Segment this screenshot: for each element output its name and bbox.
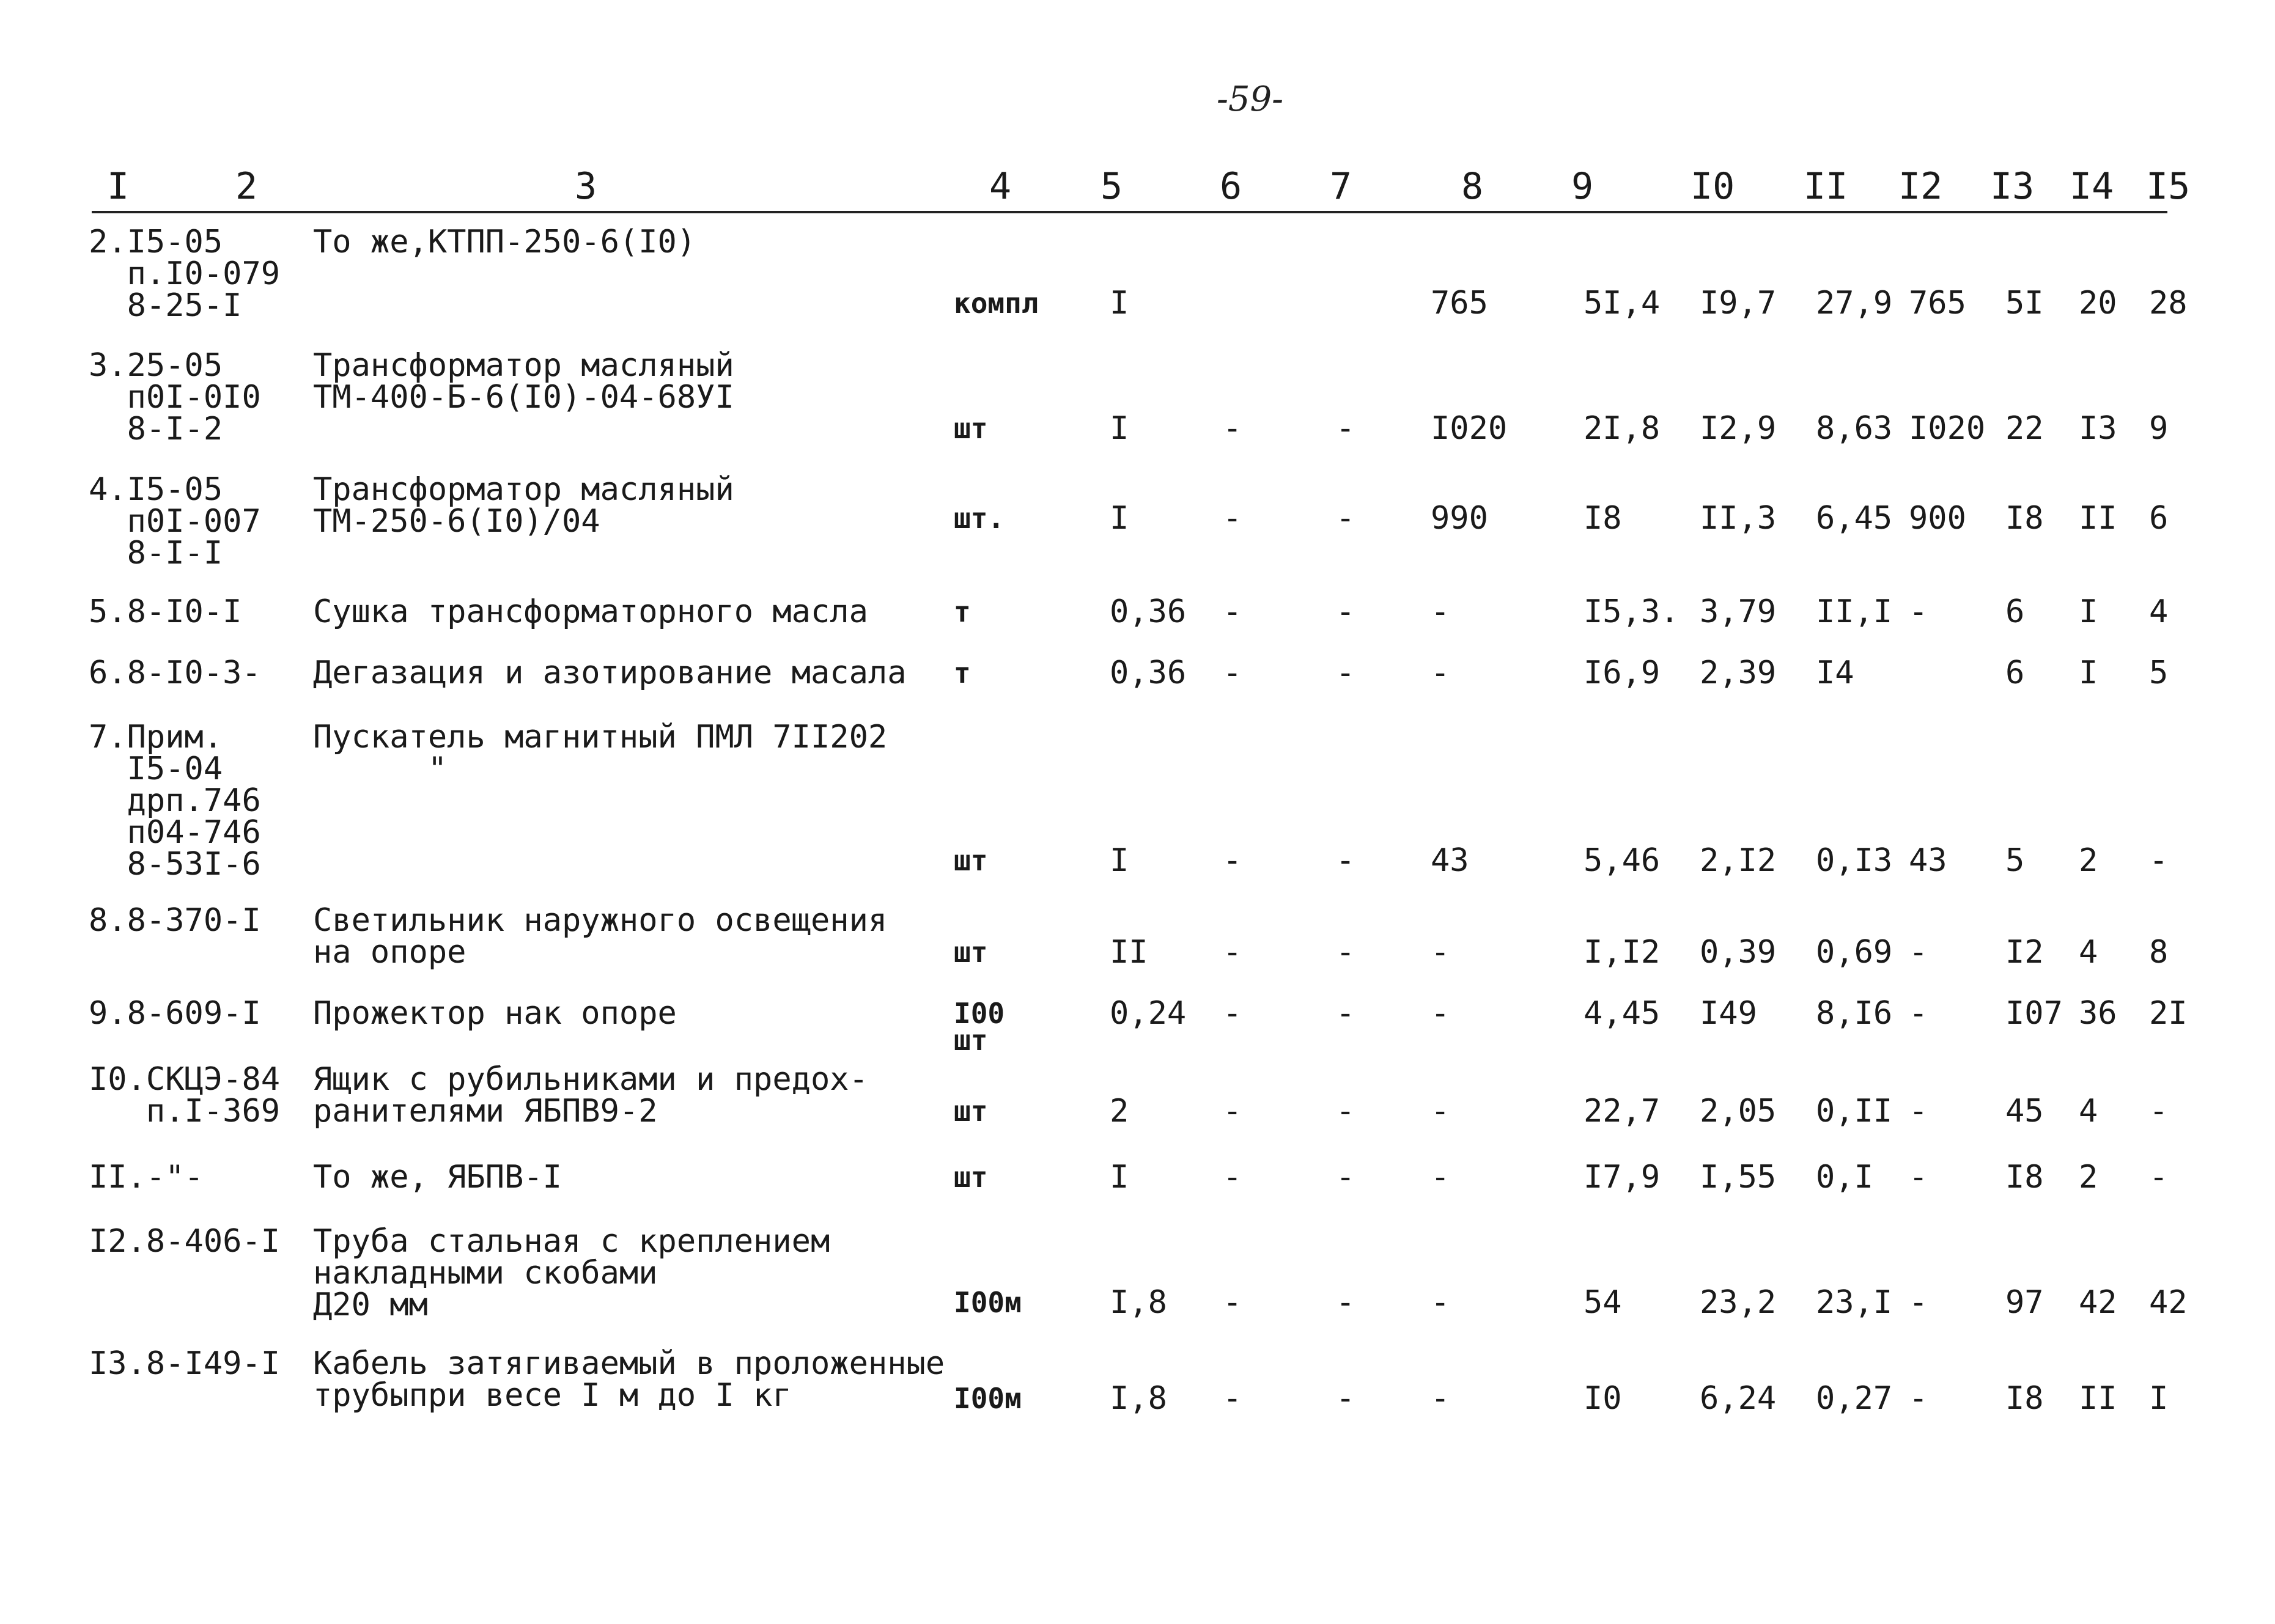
row-description: Дегазация и азотирование масала — [313, 655, 907, 691]
row-unit: шт — [954, 1095, 988, 1128]
row-value-c14: I — [2079, 655, 2098, 691]
row-value-c10: 3,79 — [1700, 593, 1777, 630]
row-value-c9: I8 — [1584, 500, 1622, 537]
row-value-c7: - — [1336, 934, 1355, 971]
row-description: Труба стальная с креплением — [313, 1223, 830, 1260]
row-value-c6: - — [1223, 593, 1242, 630]
row-value-c8: - — [1431, 934, 1450, 971]
row-value-c15: 28 — [2149, 285, 2188, 321]
row-value-c8: - — [1431, 655, 1450, 691]
row-value-c10: I9,7 — [1700, 285, 1777, 321]
row-value-c8: 43 — [1431, 842, 1469, 879]
row-description: " — [313, 751, 448, 787]
row-value-c7: - — [1336, 995, 1355, 1032]
row-value-c6: - — [1223, 934, 1242, 971]
row-value-c5: I — [1110, 1159, 1129, 1196]
row-unit: шт — [954, 844, 988, 877]
row-value-c11: 8,I6 — [1816, 995, 1893, 1032]
row-code: 3.25-05 — [89, 347, 223, 384]
row-code: 8-53I-6 — [89, 846, 261, 883]
row-value-c5: I — [1110, 500, 1129, 537]
row-value-c5: 0,24 — [1110, 995, 1187, 1032]
row-value-c9: 4,45 — [1584, 995, 1661, 1032]
row-unit: I00 — [954, 997, 1005, 1030]
row-value-c14: 36 — [2079, 995, 2117, 1032]
row-value-c10: I,55 — [1700, 1159, 1777, 1196]
row-description: Прожектор нак опоре — [313, 995, 677, 1032]
row-value-c8: - — [1431, 1284, 1450, 1321]
row-value-c15: 8 — [2149, 934, 2169, 971]
row-value-c11: II,I — [1816, 593, 1893, 630]
row-code: 8.8-370-I — [89, 902, 261, 939]
row-value-c12: 900 — [1909, 500, 1966, 537]
row-value-c7: - — [1336, 842, 1355, 879]
row-value-c12: 43 — [1909, 842, 1947, 879]
row-value-c14: I — [2079, 593, 2098, 630]
row-value-c6: - — [1223, 1284, 1242, 1321]
row-value-c7: - — [1336, 655, 1355, 691]
row-value-c12: - — [1909, 1380, 1928, 1417]
row-value-c6: - — [1223, 410, 1242, 447]
row-value-c10: 0,39 — [1700, 934, 1777, 971]
row-value-c12: - — [1909, 1093, 1928, 1130]
row-description: То же,КТПП-250-6(I0) — [313, 224, 696, 260]
row-value-c15: 5 — [2149, 655, 2169, 691]
column-header-2: 2 — [235, 165, 258, 208]
row-description: Д20 мм — [313, 1287, 428, 1323]
row-value-c15: - — [2149, 1093, 2169, 1130]
row-value-c14: 4 — [2079, 1093, 2098, 1130]
row-value-c9: I0 — [1584, 1380, 1622, 1417]
row-value-c14: I3 — [2079, 410, 2117, 447]
header-rule — [92, 211, 2167, 213]
column-header-1: I — [107, 165, 130, 208]
row-code: 8-I-2 — [89, 411, 223, 447]
row-value-c11: 0,I3 — [1816, 842, 1893, 879]
row-value-c5: 0,36 — [1110, 593, 1187, 630]
row-value-c7: - — [1336, 1093, 1355, 1130]
row-description: Трансформатор масляный — [313, 471, 734, 508]
row-value-c11: 8,63 — [1816, 410, 1893, 447]
row-value-c11: 0,69 — [1816, 934, 1893, 971]
row-value-c7: - — [1336, 410, 1355, 447]
row-code: I3.8-I49-I — [89, 1345, 281, 1382]
row-value-c6: - — [1223, 655, 1242, 691]
row-code: п.I-369 — [89, 1093, 281, 1130]
row-value-c12: - — [1909, 1159, 1928, 1196]
row-value-c8: - — [1431, 1159, 1450, 1196]
page-number: -59- — [1217, 79, 1284, 119]
column-header-14: I4 — [2070, 165, 2114, 208]
row-value-c8: I020 — [1431, 410, 1508, 447]
row-value-c13: 22 — [2005, 410, 2044, 447]
row-value-c13: I07 — [2005, 995, 2063, 1032]
row-description: ранителями ЯБПВ9-2 — [313, 1093, 658, 1130]
row-unit: шт — [954, 1024, 988, 1057]
row-unit: шт — [954, 936, 988, 969]
row-code: 4.I5-05 — [89, 471, 223, 508]
row-value-c15: 6 — [2149, 500, 2169, 537]
row-unit: I00м — [954, 1382, 1022, 1415]
row-unit: т — [954, 656, 971, 689]
row-value-c8: - — [1431, 593, 1450, 630]
column-header-15: I5 — [2146, 165, 2191, 208]
row-value-c12: - — [1909, 1284, 1928, 1321]
row-value-c15: 42 — [2149, 1284, 2188, 1321]
row-value-c13: 6 — [2005, 593, 2025, 630]
row-value-c12: - — [1909, 995, 1928, 1032]
row-value-c7: - — [1336, 1284, 1355, 1321]
row-value-c5: I,8 — [1110, 1380, 1167, 1417]
row-code: II.-"- — [89, 1159, 204, 1196]
row-value-c13: 45 — [2005, 1093, 2044, 1130]
row-value-c6: - — [1223, 842, 1242, 879]
row-value-c9: 54 — [1584, 1284, 1622, 1321]
row-unit: I00м — [954, 1286, 1022, 1319]
row-value-c8: 765 — [1431, 285, 1488, 321]
row-value-c5: II — [1110, 934, 1148, 971]
row-value-c11: 6,45 — [1816, 500, 1893, 537]
row-value-c13: 6 — [2005, 655, 2025, 691]
row-description: трубыпри весе I м до I кг — [313, 1377, 792, 1414]
row-value-c9: 5I,4 — [1584, 285, 1661, 321]
column-header-10: I0 — [1691, 165, 1735, 208]
row-value-c13: 5 — [2005, 842, 2025, 879]
row-value-c11: 27,9 — [1816, 285, 1893, 321]
row-value-c10: 2,I2 — [1700, 842, 1777, 879]
row-value-c11: 0,27 — [1816, 1380, 1893, 1417]
row-value-c9: 2I,8 — [1584, 410, 1661, 447]
row-value-c10: I2,9 — [1700, 410, 1777, 447]
row-description: Кабель затягиваемый в проложенные — [313, 1345, 945, 1382]
row-description: ТМ-400-Б-6(I0)-04-68УI — [313, 379, 734, 416]
row-value-c11: 0,II — [1816, 1093, 1893, 1130]
row-unit: т — [954, 595, 971, 628]
row-value-c9: 5,46 — [1584, 842, 1661, 879]
row-description: ТМ-250-6(I0)/04 — [313, 503, 600, 540]
row-value-c13: 97 — [2005, 1284, 2044, 1321]
row-value-c10: 23,2 — [1700, 1284, 1777, 1321]
row-value-c9: I,I2 — [1584, 934, 1661, 971]
row-value-c10: 6,24 — [1700, 1380, 1777, 1417]
row-description: Ящик с рубильниками и предох- — [313, 1061, 868, 1098]
row-description: Сушка трансформаторного масла — [313, 593, 868, 630]
row-code: п.I0-079 — [89, 255, 281, 292]
row-value-c12: I020 — [1909, 410, 1986, 447]
row-code: п0I-007 — [89, 503, 261, 540]
row-value-c13: 5I — [2005, 285, 2044, 321]
row-value-c14: II — [2079, 500, 2117, 537]
row-value-c15: - — [2149, 842, 2169, 879]
row-value-c11: 0,I — [1816, 1159, 1873, 1196]
row-code: 8-I-I — [89, 535, 223, 571]
column-header-4: 4 — [989, 165, 1012, 208]
row-value-c5: I — [1110, 842, 1129, 879]
column-header-5: 5 — [1101, 165, 1123, 208]
row-value-c13: I2 — [2005, 934, 2044, 971]
row-description: Трансформатор масляный — [313, 347, 734, 384]
row-code: I0.СКЦЭ-84 — [89, 1061, 281, 1098]
column-header-13: I3 — [1990, 165, 2035, 208]
row-description: на опоре — [313, 934, 466, 971]
row-value-c6: - — [1223, 995, 1242, 1032]
row-value-c12: - — [1909, 593, 1928, 630]
row-code: 5.8-I0-I — [89, 593, 242, 630]
row-value-c6: - — [1223, 1380, 1242, 1417]
row-value-c5: I,8 — [1110, 1284, 1167, 1321]
row-description: накладными скобами — [313, 1255, 658, 1291]
row-value-c10: 2,05 — [1700, 1093, 1777, 1130]
row-code: 2.I5-05 — [89, 224, 223, 260]
row-value-c11: I4 — [1816, 655, 1854, 691]
row-value-c15: I — [2149, 1380, 2169, 1417]
row-unit: компл — [954, 287, 1039, 320]
row-value-c15: - — [2149, 1159, 2169, 1196]
row-value-c14: II — [2079, 1380, 2117, 1417]
row-value-c7: - — [1336, 1380, 1355, 1417]
row-value-c8: - — [1431, 1093, 1450, 1130]
row-code: I2.8-406-I — [89, 1223, 281, 1260]
row-code: 9.8-609-I — [89, 995, 261, 1032]
row-value-c14: 20 — [2079, 285, 2117, 321]
row-unit: шт. — [954, 502, 1005, 535]
row-value-c9: I5,3. — [1584, 593, 1680, 630]
row-value-c5: 2 — [1110, 1093, 1129, 1130]
row-code: п04-746 — [89, 814, 261, 851]
row-value-c13: I8 — [2005, 500, 2044, 537]
row-code: I5-04 — [89, 751, 223, 787]
row-code: 6.8-I0-3- — [89, 655, 261, 691]
column-header-9: 9 — [1571, 165, 1594, 208]
row-value-c11: 23,I — [1816, 1284, 1893, 1321]
row-value-c13: I8 — [2005, 1159, 2044, 1196]
row-value-c12: - — [1909, 934, 1928, 971]
row-code: дрп.746 — [89, 782, 261, 819]
row-unit: шт — [954, 412, 988, 445]
row-value-c6: - — [1223, 1093, 1242, 1130]
row-value-c9: I6,9 — [1584, 655, 1661, 691]
row-code: п0I-0I0 — [89, 379, 261, 416]
column-header-6: 6 — [1220, 165, 1242, 208]
row-value-c10: II,3 — [1700, 500, 1777, 537]
row-value-c9: 22,7 — [1584, 1093, 1661, 1130]
row-value-c15: 2I — [2149, 995, 2188, 1032]
row-description: Пускатель магнитный ПМЛ 7II202 — [313, 719, 888, 755]
row-value-c15: 4 — [2149, 593, 2169, 630]
column-header-3: 3 — [575, 165, 597, 208]
column-header-12: I2 — [1898, 165, 1943, 208]
row-value-c8: - — [1431, 995, 1450, 1032]
column-header-7: 7 — [1330, 165, 1352, 208]
row-value-c6: - — [1223, 500, 1242, 537]
row-value-c6: - — [1223, 1159, 1242, 1196]
row-value-c14: 2 — [2079, 842, 2098, 879]
row-value-c12: 765 — [1909, 285, 1966, 321]
row-value-c7: - — [1336, 1159, 1355, 1196]
row-value-c14: 2 — [2079, 1159, 2098, 1196]
column-header-11: II — [1804, 165, 1848, 208]
row-value-c7: - — [1336, 500, 1355, 537]
row-value-c9: I7,9 — [1584, 1159, 1661, 1196]
row-description: Светильник наружного освещения — [313, 902, 888, 939]
column-header-8: 8 — [1461, 165, 1484, 208]
row-value-c8: 990 — [1431, 500, 1488, 537]
row-value-c5: I — [1110, 285, 1129, 321]
row-value-c5: I — [1110, 410, 1129, 447]
row-value-c5: 0,36 — [1110, 655, 1187, 691]
row-value-c10: I49 — [1700, 995, 1757, 1032]
row-value-c13: I8 — [2005, 1380, 2044, 1417]
row-description: То же, ЯБПВ-I — [313, 1159, 562, 1196]
row-value-c7: - — [1336, 593, 1355, 630]
row-value-c14: 42 — [2079, 1284, 2117, 1321]
row-code: 8-25-I — [89, 287, 242, 324]
row-value-c8: - — [1431, 1380, 1450, 1417]
row-unit: шт — [954, 1161, 988, 1194]
row-value-c14: 4 — [2079, 934, 2098, 971]
row-code: 7.Прим. — [89, 719, 223, 755]
row-value-c15: 9 — [2149, 410, 2169, 447]
row-value-c10: 2,39 — [1700, 655, 1777, 691]
